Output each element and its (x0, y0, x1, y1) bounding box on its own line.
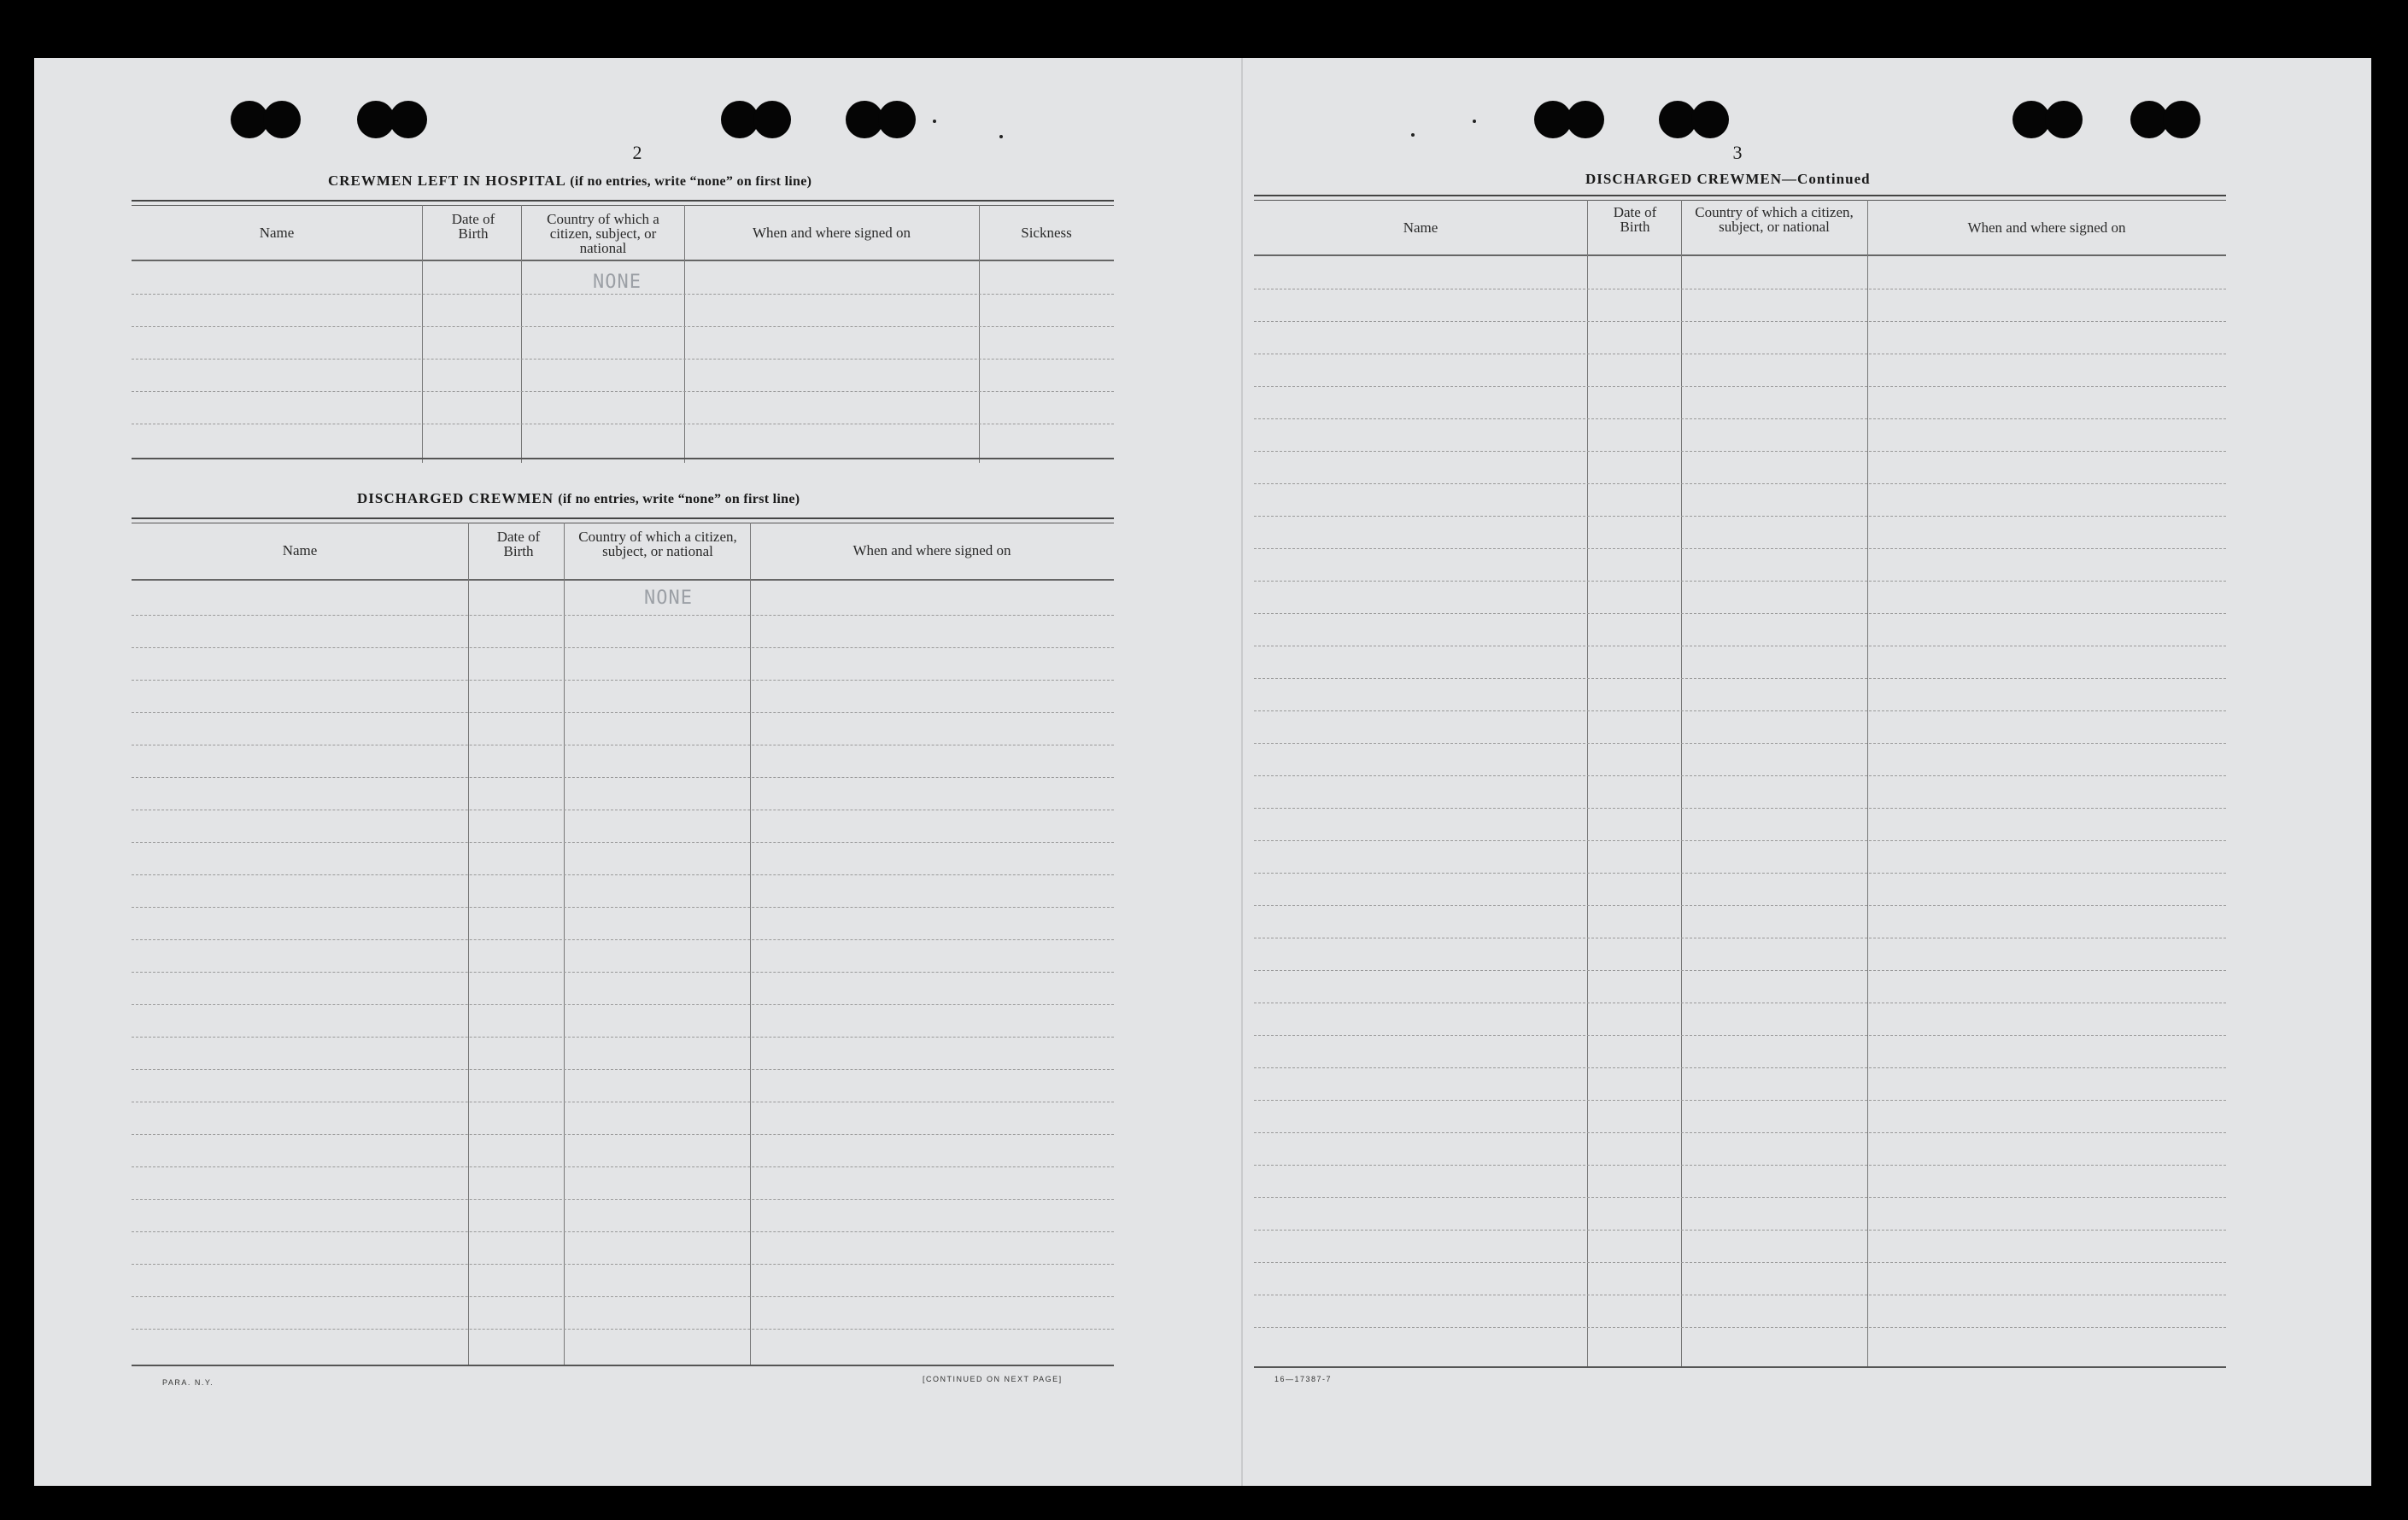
page-number-left: 2 (632, 142, 642, 163)
ink-mark (999, 135, 1003, 138)
punch-hole (1659, 101, 1731, 138)
ink-mark (1411, 133, 1415, 137)
ink-mark (933, 120, 936, 123)
punch-hole (721, 101, 793, 138)
punch-hole (357, 101, 429, 138)
discharged-section-title (357, 490, 800, 507)
col-name: Name (1403, 219, 1438, 236)
printer-mark: PARA. N.Y. (162, 1378, 214, 1387)
discharged-title-note: (if no entries, write “none” on first line) (558, 492, 800, 506)
col-name: Name (259, 225, 295, 241)
page-fold (1241, 58, 1243, 1486)
form-number: 16—17387-7 (1274, 1375, 1333, 1383)
discharged-table (132, 517, 1114, 1368)
none-stamp: NONE (644, 588, 693, 609)
col-date-of-birth: Date of Birth (496, 529, 541, 559)
col-date-of-birth: Date of Birth (1613, 204, 1657, 235)
continued-section-title: DISCHARGED CREWMEN—Continued (1585, 171, 1871, 187)
col-signed-on: When and where signed on (1967, 219, 2126, 236)
hospital-table (132, 200, 1114, 463)
col-date-of-birth: Date of Birth (451, 211, 495, 242)
col-country: Country of which a citizen, subject, or national (547, 211, 659, 256)
col-sickness: Sickness (1021, 225, 1072, 241)
punch-hole (2130, 101, 2202, 138)
punch-hole (846, 101, 917, 138)
discharged-title-text: DISCHARGED CREWMEN (357, 490, 554, 506)
punch-hole (2013, 101, 2084, 138)
col-signed-on: When and where signed on (752, 225, 911, 241)
page-number-right: 3 (1732, 142, 1743, 163)
col-signed-on: When and where signed on (852, 542, 1011, 558)
hospital-title-note: (if no entries, write “none” on first line) (570, 174, 812, 189)
col-name: Name (282, 542, 318, 558)
document-sheet (34, 58, 2371, 1486)
punch-hole (231, 101, 302, 138)
none-stamp: NONE (593, 272, 642, 293)
col-country: Country of which a citizen, subject, or national (578, 529, 737, 559)
punch-hole (1534, 101, 1606, 138)
continued-note: [CONTINUED ON NEXT PAGE] (923, 1375, 1063, 1383)
col-country: Country of which a citizen, subject, or national (1695, 204, 1854, 235)
hospital-title-text: CREWMEN LEFT IN HOSPITAL (328, 172, 565, 189)
continued-table (1254, 195, 2226, 1370)
ink-mark (1473, 120, 1476, 123)
hospital-section-title (328, 172, 811, 190)
